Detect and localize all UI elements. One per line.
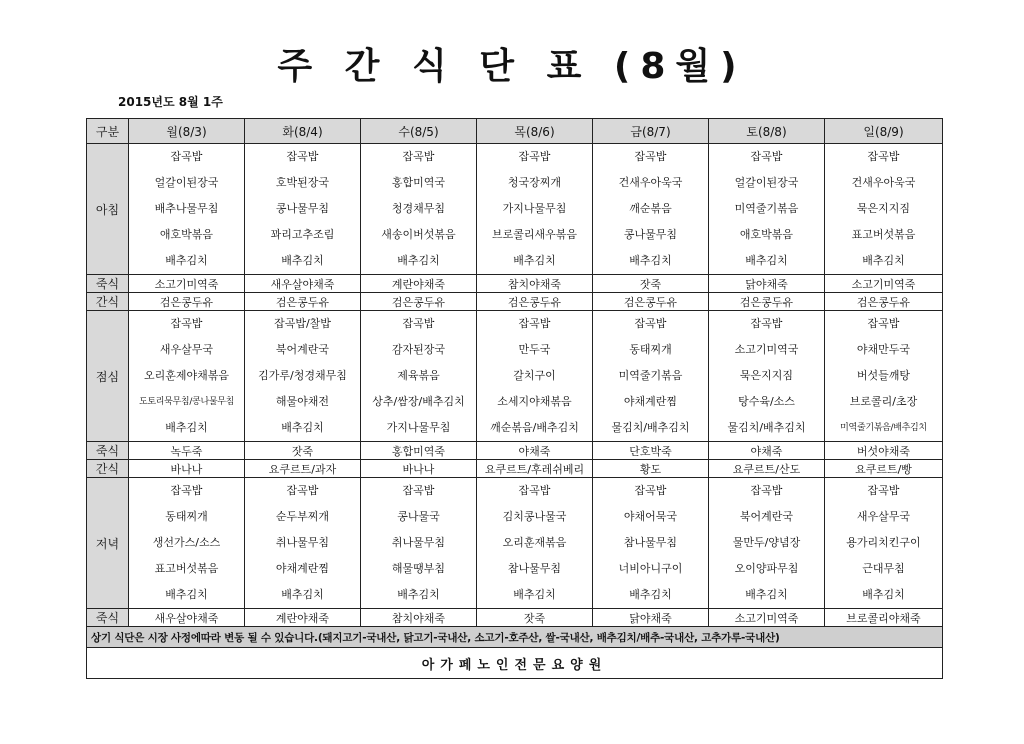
menu-item: 만두국: [518, 343, 551, 356]
meal-cell: [129, 311, 245, 442]
menu-item: 잡곡밥: [518, 317, 551, 330]
menu-item: 잡곡밥: [518, 484, 551, 497]
menu-item: 잡곡밥: [867, 317, 900, 330]
meal-cell: [593, 478, 709, 609]
menu-item: 검은콩두유: [245, 293, 361, 311]
menu-item: 잡곡밥/찰밥: [274, 317, 331, 330]
menu-item: 잡곡밥: [634, 484, 667, 497]
menu-item: 잡곡밥: [170, 317, 203, 330]
menu-item: 북어계란국: [275, 343, 330, 356]
footer-row: [87, 648, 943, 679]
menu-item: 탕수육/소스: [738, 395, 795, 408]
menu-item: 소고기미역죽: [825, 275, 943, 293]
meal-cell: [129, 144, 245, 275]
menu-item: 잡곡밥: [402, 484, 435, 497]
menu-item: 새송이버섯볶음: [381, 228, 456, 241]
menu-item: 오이양파무침: [734, 562, 799, 575]
menu-item: 오리훈제야채볶음: [143, 369, 229, 382]
menu-item: 닭야채죽: [593, 609, 709, 627]
meal-row: [87, 144, 943, 275]
menu-item: 잡곡밥: [402, 317, 435, 330]
menu-item: 홍합미역국: [391, 176, 446, 189]
menu-item: 요쿠르트/과자: [245, 460, 361, 478]
menu-item: 깨순볶음/배추김치: [490, 421, 579, 434]
menu-item: 바나나: [361, 460, 477, 478]
menu-item: 호박된장국: [275, 176, 330, 189]
menu-item: 잣죽: [477, 609, 593, 627]
note-row: [87, 627, 943, 648]
menu-item: 미역줄기볶음: [734, 202, 799, 215]
menu-item: 요쿠르트/후레쉬베리: [477, 460, 593, 478]
meal-cell: [593, 144, 709, 275]
menu-item: 잡곡밥: [750, 317, 783, 330]
menu-table: [86, 118, 943, 679]
menu-item: 가지나물무침: [386, 421, 451, 434]
menu-item: 배추김치: [397, 588, 440, 601]
menu-item: 꽈리고추조림: [270, 228, 335, 241]
menu-item: 갈치구이: [513, 369, 556, 382]
header-day: 목(8/6): [477, 119, 593, 144]
meal-cell: [709, 478, 825, 609]
menu-item: 잡곡밥: [170, 150, 203, 163]
menu-item: 배추김치: [629, 254, 672, 267]
menu-item: 참나물무침: [507, 562, 562, 575]
single-row: [87, 293, 943, 311]
menu-item: 검은콩두유: [593, 293, 709, 311]
menu-item: 야채계란찜: [623, 395, 678, 408]
menu-item: 콩나물무침: [275, 202, 330, 215]
menu-item: 잡곡밥: [867, 150, 900, 163]
menu-item: 물김치/배추김치: [727, 421, 806, 434]
menu-item: 북어계란국: [739, 510, 794, 523]
menu-item: 잡곡밥: [634, 317, 667, 330]
menu-item: 잣죽: [593, 275, 709, 293]
menu-item: 순두부찌개: [275, 510, 330, 523]
menu-item: 묵은지지짐: [739, 369, 794, 382]
menu-item: 물김치/배추김치: [611, 421, 690, 434]
menu-item: 홍합미역죽: [361, 442, 477, 460]
menu-item: 동태찌개: [629, 343, 672, 356]
menu-item: 깨순볶음: [629, 202, 672, 215]
menu-item: 새우살무국: [856, 510, 911, 523]
menu-item: 너비아니구이: [618, 562, 683, 575]
meal-cell: [477, 478, 593, 609]
row-label: 점심: [87, 311, 129, 442]
menu-item: 검은콩두유: [477, 293, 593, 311]
menu-item: 콩나물무침: [623, 228, 678, 241]
menu-item: 검은콩두유: [361, 293, 477, 311]
menu-item: 애호박볶음: [739, 228, 794, 241]
menu-item: 잡곡밥: [286, 150, 319, 163]
menu-item: 새우살야채죽: [245, 275, 361, 293]
row-label: 죽식: [87, 442, 129, 460]
page-title: 주 간 식 단 표 (8월): [277, 46, 747, 87]
meal-cell: [477, 311, 593, 442]
single-row: [87, 275, 943, 293]
meal-cell: [245, 478, 361, 609]
menu-item: 김가루/청경채무침: [258, 369, 347, 382]
header-day: 일(8/9): [825, 119, 943, 144]
menu-item: 배추김치: [745, 588, 788, 601]
menu-item: 상추/쌈장/배추김치: [372, 395, 465, 408]
menu-item: 브로콜리/초장: [849, 395, 918, 408]
meal-cell: [825, 478, 943, 609]
menu-item: 배추나물무침: [154, 202, 219, 215]
menu-item: 근대무침: [862, 562, 905, 575]
menu-item: 미역줄기볶음/배추김치: [840, 423, 927, 433]
menu-item: 참치야채죽: [361, 609, 477, 627]
menu-item: 배추김치: [165, 254, 208, 267]
header-day: 금(8/7): [593, 119, 709, 144]
menu-item: 야채죽: [477, 442, 593, 460]
menu-item: 얼갈이된장국: [154, 176, 219, 189]
meal-row: [87, 311, 943, 442]
menu-item: 배추김치: [513, 254, 556, 267]
meal-cell: [709, 311, 825, 442]
menu-item: 취나물무침: [391, 536, 446, 549]
menu-item: 검은콩두유: [825, 293, 943, 311]
menu-item: 배추김치: [281, 421, 324, 434]
menu-item: 물만두/양념장: [732, 536, 801, 549]
header-day: 토(8/8): [709, 119, 825, 144]
menu-item: 배추김치: [862, 588, 905, 601]
menu-item: 잡곡밥: [286, 484, 319, 497]
week-label: 2015년도 8월 1주: [118, 95, 223, 109]
menu-item: 배추김치: [281, 588, 324, 601]
menu-item: 검은콩두유: [709, 293, 825, 311]
menu-item: 표고버섯볶음: [851, 228, 916, 241]
menu-item: 용가리치킨구이: [846, 536, 921, 549]
menu-item: 야채계란찜: [275, 562, 330, 575]
menu-item: 제육볶음: [397, 369, 440, 382]
menu-item: 잣죽: [245, 442, 361, 460]
menu-item: 배추김치: [397, 254, 440, 267]
menu-item: 가지나물무침: [502, 202, 567, 215]
menu-item: 배추김치: [862, 254, 905, 267]
menu-item: 야채어묵국: [623, 510, 678, 523]
menu-item: 배추김치: [281, 254, 324, 267]
menu-item: 해물땡부침: [391, 562, 446, 575]
menu-item: 요쿠르트/산도: [709, 460, 825, 478]
menu-item: 소고기미역죽: [129, 275, 245, 293]
meal-cell: [361, 144, 477, 275]
meal-cell: [709, 144, 825, 275]
menu-item: 건새우아욱국: [851, 176, 916, 189]
menu-item: 잡곡밥: [634, 150, 667, 163]
menu-item: 소세지야채볶음: [497, 395, 572, 408]
meal-row: [87, 478, 943, 609]
header-day: 화(8/4): [245, 119, 361, 144]
menu-item: 계란야채죽: [245, 609, 361, 627]
header-day: 수(8/5): [361, 119, 477, 144]
menu-item: 요쿠르트/빵: [825, 460, 943, 478]
meal-cell: [129, 478, 245, 609]
menu-item: 브로콜리새우볶음: [491, 228, 577, 241]
menu-item: 오리훈재볶음: [502, 536, 567, 549]
meal-cell: [593, 311, 709, 442]
meal-cell: [361, 478, 477, 609]
menu-item: 버섯들깨탕: [856, 369, 911, 382]
menu-item: 계란야채죽: [361, 275, 477, 293]
menu-item: 감자된장국: [391, 343, 446, 356]
menu-item: 얼갈이된장국: [734, 176, 799, 189]
menu-item: 미역줄기볶음: [618, 369, 683, 382]
row-label: 간식: [87, 293, 129, 311]
menu-item: 배추김치: [745, 254, 788, 267]
menu-item: 콩나물국: [397, 510, 440, 523]
menu-item: 청경채무침: [391, 202, 446, 215]
meal-cell: [361, 311, 477, 442]
menu-item: 표고버섯볶음: [154, 562, 219, 575]
single-row: [87, 460, 943, 478]
meal-cell: [825, 311, 943, 442]
menu-item: 배추김치: [629, 588, 672, 601]
menu-item: 동태찌개: [165, 510, 208, 523]
row-label: 죽식: [87, 609, 129, 627]
menu-item: 브로콜리야채죽: [825, 609, 943, 627]
meal-cell: [477, 144, 593, 275]
menu-item: 취나물무침: [275, 536, 330, 549]
meal-cell: [245, 311, 361, 442]
menu-item: 잡곡밥: [750, 150, 783, 163]
single-row: [87, 442, 943, 460]
notice-text: 상기 식단은 시장 사정에따라 변동 될 수 있습니다.(돼지고기-국내산, 닭고기-국내산, 소고기-호주산, 쌀-국내산, 배추김치/배추-국내산, 고추가루-국내산): [87, 627, 943, 648]
menu-item: 배추김치: [513, 588, 556, 601]
menu-item: 소고기미역죽: [709, 609, 825, 627]
menu-item: 생선가스/소스: [152, 536, 221, 549]
menu-item: 잡곡밥: [867, 484, 900, 497]
menu-item: 야채죽: [709, 442, 825, 460]
menu-item: 버섯야채죽: [825, 442, 943, 460]
menu-item: 소고기미역국: [734, 343, 799, 356]
header-day: 월(8/3): [129, 119, 245, 144]
row-label: 죽식: [87, 275, 129, 293]
menu-item: 잡곡밥: [402, 150, 435, 163]
menu-item: 야채만두국: [856, 343, 911, 356]
menu-item: 묵은지지짐: [856, 202, 911, 215]
menu-item: 배추김치: [165, 421, 208, 434]
menu-item: 김치콩나물국: [502, 510, 567, 523]
row-label: 저녁: [87, 478, 129, 609]
menu-item: 새우살야채죽: [129, 609, 245, 627]
menu-item: 바나나: [129, 460, 245, 478]
menu-item: 단호박죽: [593, 442, 709, 460]
menu-item: 녹두죽: [129, 442, 245, 460]
meal-cell: [245, 144, 361, 275]
row-label: 간식: [87, 460, 129, 478]
menu-item: 잡곡밥: [750, 484, 783, 497]
menu-item: 참나물무침: [623, 536, 678, 549]
menu-item: 해물야채전: [275, 395, 330, 408]
header-category: 구분: [87, 119, 129, 144]
menu-item: 새우살무국: [159, 343, 214, 356]
single-row: [87, 609, 943, 627]
menu-item: 건새우아욱국: [618, 176, 683, 189]
menu-item: 청국장찌개: [507, 176, 562, 189]
menu-item: 잡곡밥: [518, 150, 551, 163]
menu-item: 닭야채죽: [709, 275, 825, 293]
menu-item: 참치야채죽: [477, 275, 593, 293]
meal-cell: [825, 144, 943, 275]
menu-item: 배추김치: [165, 588, 208, 601]
menu-item: 황도: [593, 460, 709, 478]
menu-item: 잡곡밥: [170, 484, 203, 497]
facility-name: 아가페노인전문요양원: [87, 648, 943, 679]
header-row: [87, 119, 943, 144]
menu-item: 애호박볶음: [159, 228, 214, 241]
menu-item: 도토리묵무침/콩나물무침: [138, 397, 235, 407]
row-label: 아침: [87, 144, 129, 275]
menu-item: 검은콩두유: [129, 293, 245, 311]
